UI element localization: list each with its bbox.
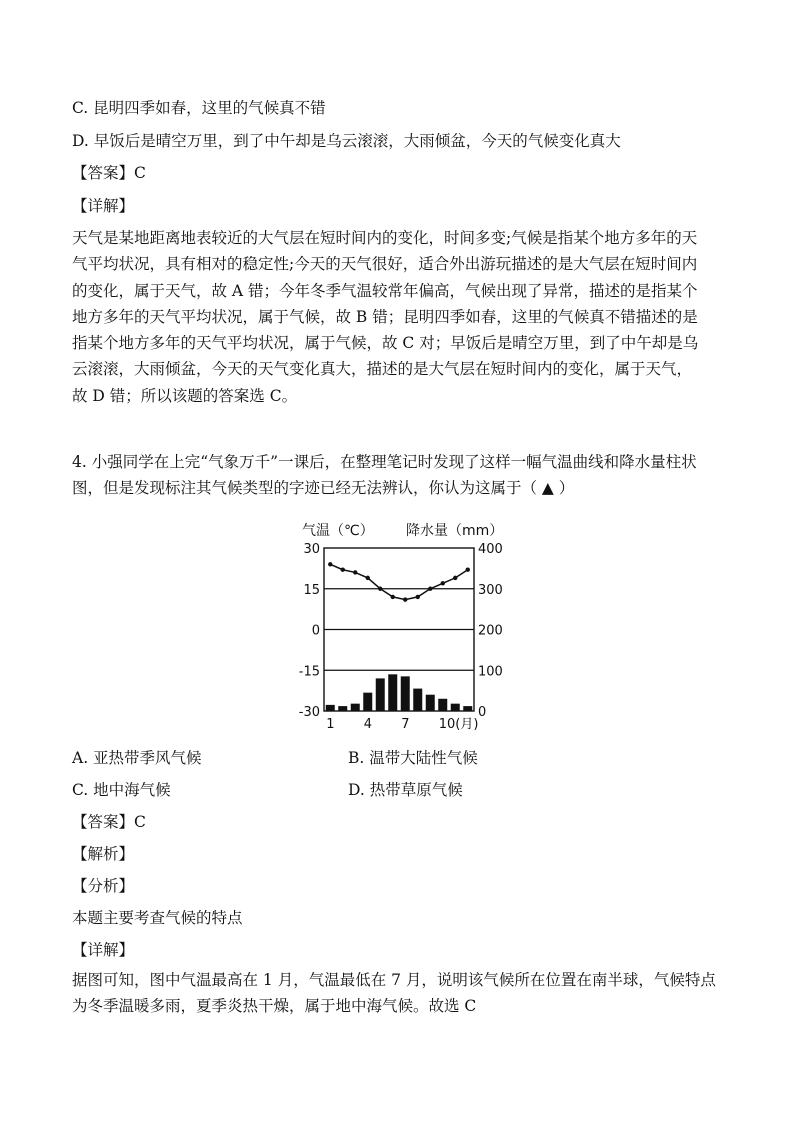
q4-fenxi-heading: 【分析】: [72, 877, 135, 895]
temperature-point: [453, 576, 457, 580]
q3-answer: 【答案】C: [72, 164, 146, 182]
q3-option-d: D. 早饭后是晴空万里，到了中午却是乌云滚滚，大雨倾盆，今天的气候变化真大: [72, 132, 621, 150]
precip-tick-label: 100: [478, 664, 503, 680]
precip-bar: [413, 689, 422, 711]
q4-fenxi-text: 本题主要考查气候的特点: [72, 909, 243, 927]
q4-analysis-heading: 【解析】: [72, 845, 135, 863]
temperature-point: [366, 576, 370, 580]
q4-answer: 【答案】C: [72, 813, 146, 831]
precip-tick-label: 400: [478, 542, 503, 557]
q4-detail-text: [72, 967, 724, 1020]
temp-tick-label: 0: [311, 623, 320, 639]
temperature-point: [416, 595, 420, 599]
temperature-point: [328, 562, 332, 566]
temperature-point: [353, 570, 357, 574]
temperature-point: [341, 568, 345, 572]
temperature-point: [391, 595, 395, 599]
precip-bar: [463, 706, 472, 711]
q4-detail-line: 据图可知，图中气温最高在 1 月，气温最低在 7 月，说明该气候所在位置在南半球，气候特点: [72, 971, 716, 989]
precip-bar: [351, 704, 360, 711]
month-tick-label: 10(月): [438, 717, 479, 732]
precip-bar: [363, 693, 372, 711]
q4-detail-heading: 【详解】: [72, 941, 135, 959]
q3-detail-line: 云滚滚，大雨倾盆，今天的天气变化真大，描述的是大气层在短时间内的变化，属于天气，: [72, 360, 693, 379]
month-tick-label: 4: [363, 717, 373, 732]
q4-detail-line: 为冬季温暖多雨，夏季炎热干燥，属于地中海气候。故选 C: [72, 997, 477, 1016]
precip-tick-label: 200: [478, 623, 503, 639]
q4-option-b: B. 温带大陆性气候: [348, 749, 478, 767]
q4-option-c: C. 地中海气候: [72, 781, 171, 799]
precip-axis-title: 降水量（mm）: [406, 523, 504, 539]
temp-tick-label: 15: [303, 582, 320, 598]
temperature-point: [428, 587, 432, 591]
temp-tick-label: -15: [298, 664, 320, 680]
q4-option-a: A. 亚热带季风气候: [72, 749, 202, 767]
q3-detail-line: 天气是某地距离地表较近的大气层在短时间内的变化，时间多变;气候是指某个地方多年的天: [72, 229, 698, 247]
precip-bar: [376, 678, 385, 711]
precip-bar: [426, 695, 435, 711]
q4-stem-line: 图，但是发现标注其气候类型的字迹已经无法辨认，你认为这属于（ ▲ ）: [72, 479, 575, 498]
q3-option-c: C. 昆明四季如春，这里的气候真不错: [72, 99, 326, 117]
q3-detail-line: 的变化，属于天气，故 A 错；今年冬季气温较常年偏高，气候出现了异常，描述的是指某个: [72, 281, 698, 300]
precip-tick-label: 0: [478, 705, 487, 720]
temperature-line: [330, 564, 468, 599]
q3-detail-heading: 【详解】: [72, 197, 135, 215]
precip-bar: [451, 704, 460, 711]
month-tick-label: 7: [401, 717, 410, 732]
precip-bar: [326, 705, 335, 711]
temp-tick-label: -30: [298, 705, 320, 720]
q3-detail-text: [72, 225, 724, 409]
precip-bar: [438, 699, 447, 711]
precip-tick-label: 300: [478, 582, 503, 598]
precip-bar: [401, 676, 410, 711]
temperature-point: [441, 581, 445, 585]
temp-axis-title: 气温（℃）: [302, 523, 374, 539]
q4-stem: [72, 449, 724, 502]
q3-detail-line: 地方多年的天气平均状况，属于气候，故 B 错；昆明四季如春，这里的气候真不错描述的是: [72, 307, 698, 326]
month-tick-label: 1: [326, 717, 335, 732]
temperature-point: [403, 597, 407, 601]
q4-option-d: D. 热带草原气候: [348, 781, 463, 799]
precip-bar: [338, 706, 347, 711]
precip-bar: [388, 674, 397, 711]
temp-tick-label: 30: [303, 542, 320, 557]
q3-detail-line: 气平均状况，具有相对的稳定性;今天的天气很好，适合外出游玩描述的是大气层在短时间内: [72, 255, 698, 274]
q4-stem-line: 4. 小强同学在上完“气象万千”一课后，在整理笔记时发现了这样一幅气温曲线和降水量柱状: [72, 453, 697, 471]
q3-detail-line: 故 D 错；所以该题的答案选 C。: [72, 386, 298, 405]
q3-detail-line: 指某个地方多年的天气平均状况，属于气候，故 C 对；早饭后是晴空万里，到了中午却是乌: [72, 334, 699, 353]
climate-chart: [290, 518, 510, 740]
temperature-point: [378, 587, 382, 591]
temperature-point: [466, 568, 470, 572]
